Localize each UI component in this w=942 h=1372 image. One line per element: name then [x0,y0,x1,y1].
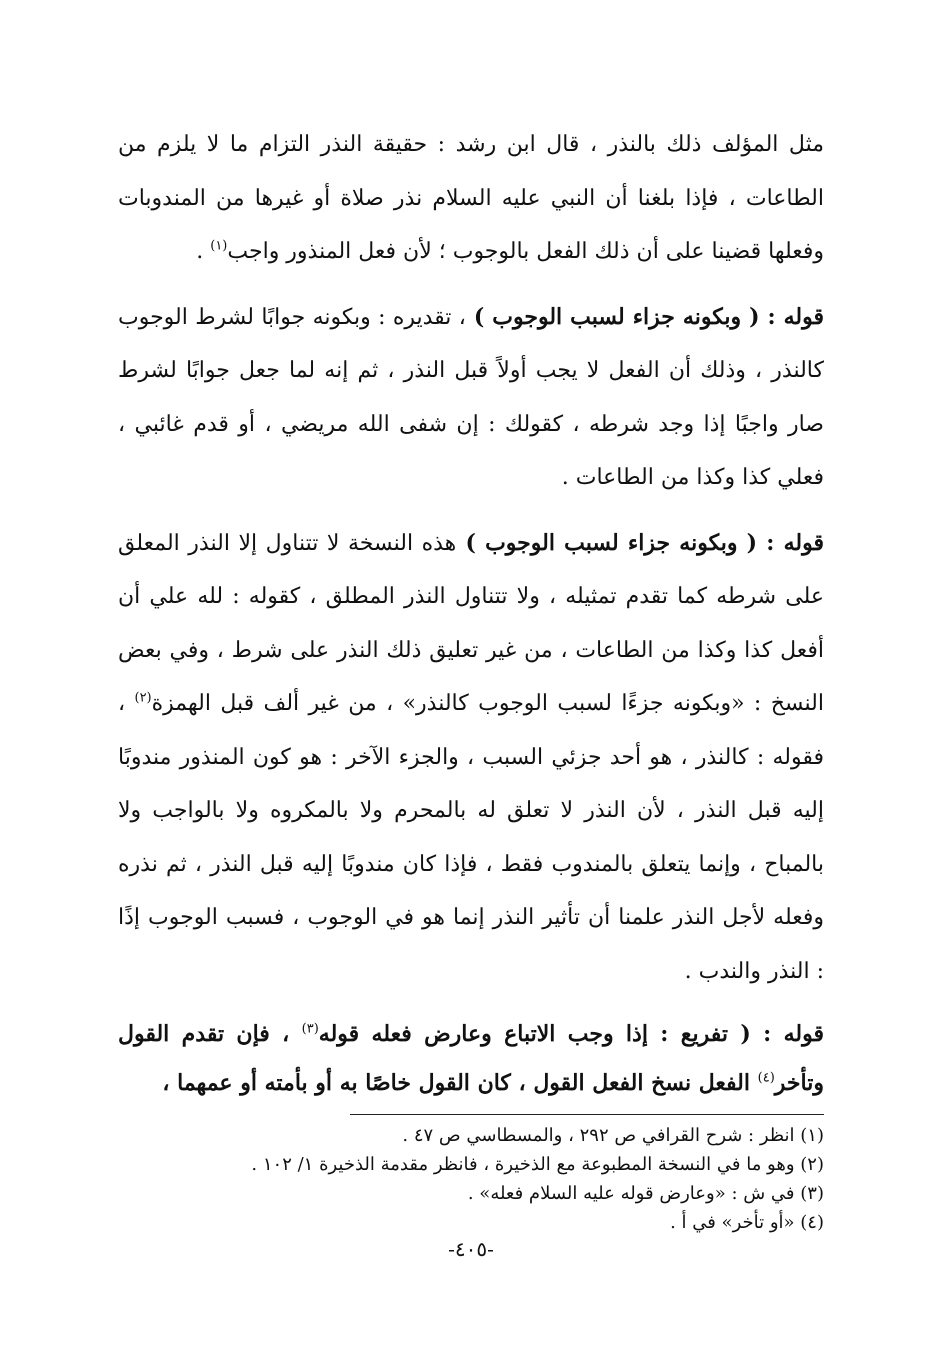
footnote-4: (٤) «أو تأخر» في أ . [670,1212,824,1233]
paragraph-3-lead: قوله : ( وبكونه جزاء لسبب الوجوب ) [456,529,824,556]
paragraph-1 [118,118,824,279]
paragraph-4 [118,1010,824,1108]
paragraph-2-lead: قوله : ( وبكونه جزاء لسبب الوجوب ) [465,303,825,330]
paragraph-4-text-c: الفعل نسخ الفعل القول ، كان القول خاصًا به أو بأمته أو عمهما ، [162,1070,758,1096]
footnote-ref-4: (٤) [757,1070,775,1086]
paragraph-3-text-a: هذه النسخة لا تتناول إلا النذر المعلق على شرطه كما تقدم تمثيله ، ولا تتناول النذر المطلق ، كقوله : لله علي أن أفعل كذا وكذا من الطاعات ، من غير تعليق ذلك النذر على شرط ، وفي بعض النسخ : «وبكونه جزءًا لسبب الوجوب كالنذر» ، من غير ألف قبل الهمزة [118,530,824,716]
footnote-ref-1: (١) [210,238,228,254]
paragraph-2 [118,291,824,505]
paragraph-3-text-b: ، فقوله : كالنذر ، هو أحد جزئي السبب ، والجزء الآخر : هو كون المنذور مندوبًا إليه قبل النذر ، لأن النذر لا تعلق له بالمحرم ولا بالمكروه ولا بالواجب ولا بالمباح ، وإنما يتعلق بالمندوب فقط ، فإذا كان مندوبًا إليه قبل النذر ، ثم نذره وفعله لأجل النذر علمنا أن تأثير النذر إنما هو في الوجوب ، فسبب الوجوب إذًا : النذر والندب . [118,691,824,984]
footnote-3: (٣) في ش : «وعارض قوله عليه السلام فعله» . [467,1183,824,1204]
footnotes [118,1121,824,1237]
paragraph-4-text-a: قوله : ( تفريع : إذا وجب الاتباع وعارض فعله قوله [318,1021,824,1047]
footnote-ref-3: (٣) [301,1021,319,1037]
footnote-2: (٢) وهو ما في النسخة المطبوعة مع الذخيرة ، فانظر مقدمة الذخيرة ١/ ١٠٢ . [251,1154,824,1175]
paragraph-4-text-b: ، فإن تقدم القول وتأخر [118,1021,824,1096]
paragraph-1-tail: . [196,239,211,264]
footnote-1: (١) انظر : شرح القرافي ص ٢٩٢ ، والمسطاسي ص ٤٧ . [402,1125,824,1146]
paragraph-3 [118,517,824,999]
paragraph-1-text: مثل المؤلف ذلك بالنذر ، قال ابن رشد : حقيقة النذر التزام ما لا يلزم من الطاعات ، فإذا بلغنا أن النبي عليه السلام نذر صلاة أو غيرها من المندوبات وفعلها قضينا على أن ذلك الفعل بالوجوب ؛ لأن فعل المنذور واجب [118,132,824,264]
footnote-ref-2: (٢) [134,690,152,706]
page-number: -٤٠٥- [448,1237,494,1261]
footnote-divider [350,1114,824,1115]
paragraph-2-text: ، تقديره : وبكونه جوابًا لشرط الوجوب كالنذر ، وذلك أن الفعل لا يجب أولاً قبل النذر ، ثم إنه لما جعل جوابًا لشرط صار واجبًا إذا وجد شرطه ، كقولك : إن شفى الله مريضي ، أو قدم غائبي ، فعلي كذا وكذا من الطاعات . [118,304,824,490]
